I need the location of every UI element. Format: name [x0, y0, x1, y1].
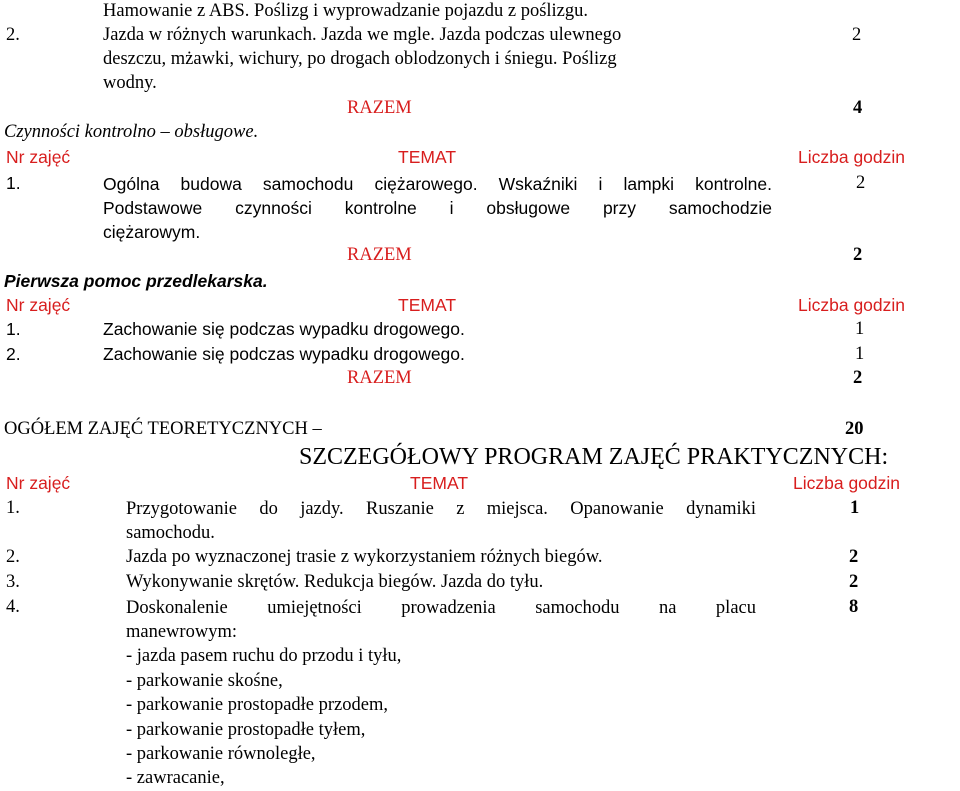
row-number: 1.: [6, 319, 21, 339]
col-header-temat: TEMAT: [398, 147, 457, 167]
col-header-temat: TEMAT: [398, 295, 457, 315]
razem-label: RAZEM: [347, 368, 412, 388]
total-value: 20: [845, 419, 864, 439]
col-header-hours: Liczba godzin: [798, 295, 906, 315]
row-text-line: samochodu.: [126, 523, 215, 543]
row-text-line: ciężarowym.: [103, 222, 201, 242]
row-text: Hamowanie z ABS. Poślizg i wyprowadzanie pojazdu z poślizgu.: [103, 1, 589, 21]
row-text: wodny.: [103, 73, 157, 93]
col-header-nr: Nr zajęć: [6, 147, 71, 167]
razem-value: 2: [853, 368, 863, 388]
row-text: [126, 497, 756, 545]
razem-label: RAZEM: [347, 245, 412, 265]
row-text: deszczu, mżawki, wichury, po drogach oblodzonych i śniegu. Poślizg: [103, 49, 617, 69]
col-header-nr: Nr zajęć: [6, 295, 71, 315]
row-number: 4.: [6, 597, 20, 617]
row-hours: 2: [849, 572, 859, 592]
row-number: 2.: [6, 344, 21, 364]
sub-item: - parkowanie prostopadłe tyłem,: [126, 720, 366, 740]
row-hours: 1: [850, 498, 860, 518]
row-hours: 2: [849, 547, 859, 567]
sub-item: - jazda pasem ruchu do przodu i tyłu,: [126, 646, 402, 666]
row-text-line: Przygotowanie do jazdy. Ruszanie z miejsca. Opanowanie dynamiki: [126, 499, 756, 519]
row-number: 3.: [6, 572, 20, 592]
row-hours: 1: [855, 319, 865, 339]
sub-item: - parkowanie równoległe,: [126, 744, 316, 764]
col-header-nr: Nr zajęć: [6, 473, 71, 493]
sub-item: - parkowanie prostopadłe przodem,: [126, 695, 388, 715]
row-text: Jazda po wyznaczonej trasie z wykorzystaniem różnych biegów.: [126, 547, 603, 567]
row-number: 1.: [6, 498, 20, 518]
col-header-temat: TEMAT: [410, 473, 469, 493]
sub-item: - parkowanie skośne,: [126, 671, 283, 691]
razem-label: RAZEM: [347, 98, 412, 118]
row-number: 1.: [6, 173, 21, 193]
col-header-hours: Liczba godzin: [793, 473, 901, 493]
row-hours: 8: [849, 597, 859, 617]
razem-value: 4: [853, 98, 863, 118]
row-hours: 2: [852, 25, 862, 45]
row-text: Zachowanie się podczas wypadku drogowego.: [103, 344, 465, 364]
section-title: Czynności kontrolno – obsługowe.: [4, 122, 259, 142]
row-text: Jazda w różnych warunkach. Jazda we mgle. Jazda podczas ulewnego: [103, 25, 622, 45]
col-header-hours: Liczba godzin: [798, 147, 906, 167]
row-number: 2.: [6, 25, 20, 45]
row-text: Wykonywanie skrętów. Redukcja biegów. Jazda do tyłu.: [126, 572, 544, 592]
row-text-line: Ogólna budowa samochodu ciężarowego. Wskaźniki i lampki kontrolne.: [103, 174, 772, 194]
row-hours: 2: [856, 173, 866, 193]
row-hours: 1: [855, 344, 865, 364]
row-text: [103, 172, 772, 244]
total-label: OGÓŁEM ZAJĘĆ TEORETYCZNYCH –: [4, 419, 322, 439]
sub-item: - zawracanie,: [126, 768, 225, 788]
row-text-line: Doskonalenie umiejętności prowadzenia samochodu na placu: [126, 598, 756, 618]
section-title: SZCZEGÓŁOWY PROGRAM ZAJĘĆ PRAKTYCZNYCH:: [299, 444, 889, 470]
row-text: [126, 596, 756, 644]
section-title: Pierwsza pomoc przedlekarska.: [4, 271, 268, 291]
row-text: Zachowanie się podczas wypadku drogowego.: [103, 319, 465, 339]
row-text-line: manewrowym:: [126, 622, 237, 642]
row-number: 2.: [6, 547, 20, 567]
razem-value: 2: [853, 245, 863, 265]
row-text-line: Podstawowe czynności kontrolne i obsługowe przy samochodzie: [103, 198, 772, 218]
